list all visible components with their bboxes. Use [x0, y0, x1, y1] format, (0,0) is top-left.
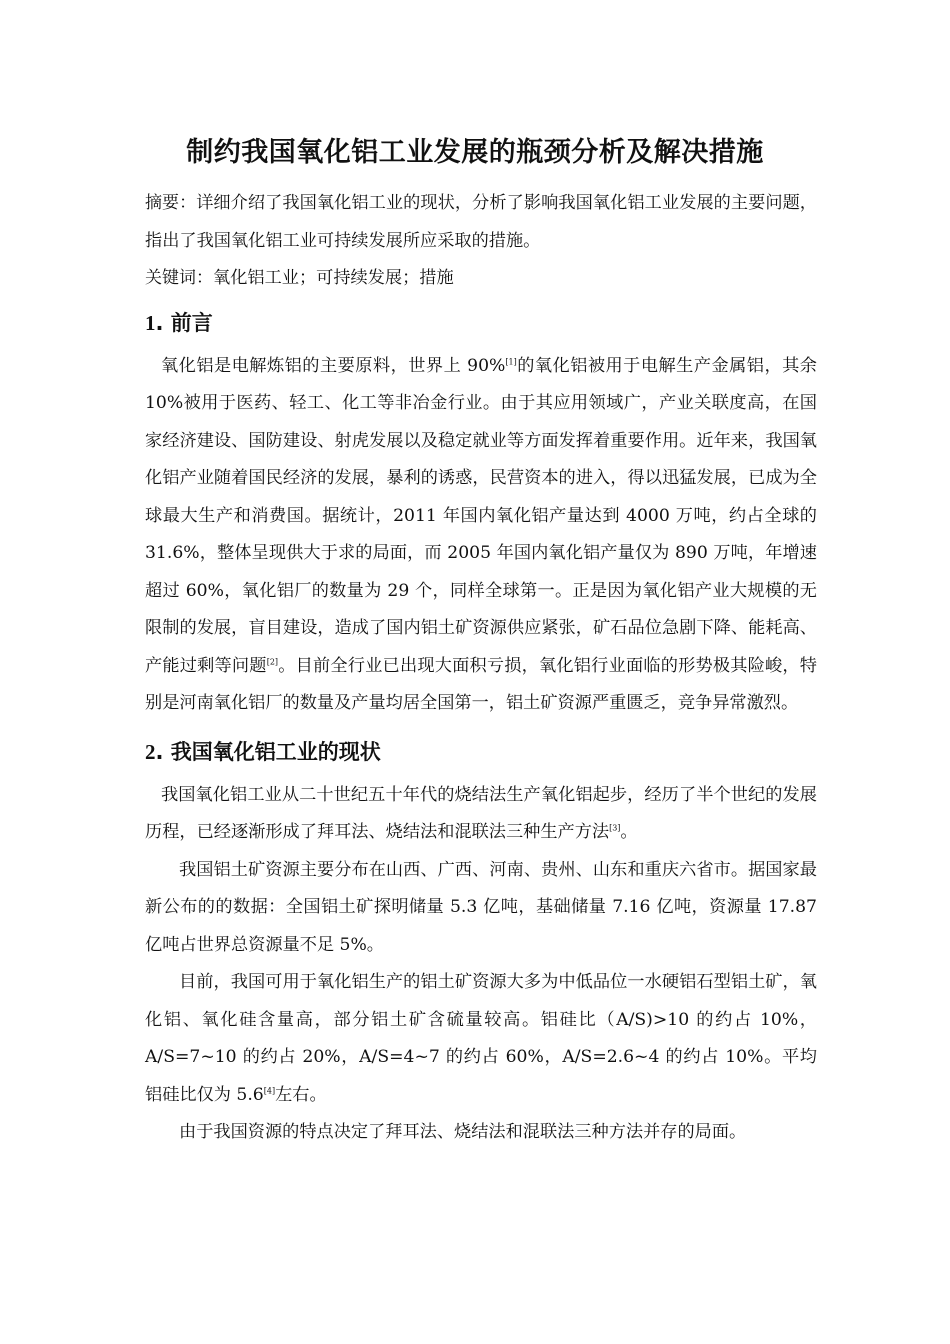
keywords-paragraph	[145, 260, 817, 298]
section-2-paragraph-2: 我国铝土矿资源主要分布在山西、广西、河南、贵州、山东和重庆六省市。据国家最新公布的的数据：全国铝土矿探明储量 5.3 亿吨，基础储量 7.16 亿吨，资源量 17.87 亿吨占世界总资源量不足 5%。	[145, 859, 817, 955]
abstract-text: 详细介绍了我国氧化铝工业的现状，分析了影响我国氧化铝工业发展的主要问题，指出了我国氧化铝工业可持续发展所应采取的措施。	[145, 193, 817, 251]
section-2-paragraph-1	[145, 777, 817, 852]
section-1-text-c: 。目前全行业已出现大面积亏损，氧化铝行业面临的形势极其险峻，特别是河南氧化铝厂的数量及产量均居全国第一，铝土矿资源严重匮乏，竞争异常激烈。	[145, 655, 817, 713]
section-2-paragraph-3	[145, 964, 817, 1114]
document-title: 制约我国氧化铝工业发展的瓶颈分析及解决措施	[186, 137, 764, 168]
section-1-number: 1	[145, 310, 156, 335]
section-2-paragraph-4: 由于我国资源的特点决定了拜耳法、烧结法和混联法三种方法并存的局面。	[179, 1122, 747, 1142]
citation-2: [2]	[266, 656, 279, 666]
section-1-paragraph	[145, 348, 817, 723]
section-1-title: . 前言	[155, 310, 213, 335]
abstract-label: 摘要：	[145, 193, 197, 213]
section-2-heading	[145, 736, 817, 766]
citation-4: [4]	[263, 1085, 276, 1095]
section-2-p3-text-a: 目前，我国可用于氧化铝生产的铝土矿资源大多为中低品位一水硬铝石型铝土矿，氧化铝、氧化硅含量高，部分铝土矿含硫量较高。铝硅比（A/S)>10 的约占 10%，A/S=7~10 的约占 20%，A/S=4~7 的约占 60%，A/S=2.6~4 的约占 10%。平均铝硅比仅为 5.6	[145, 972, 817, 1105]
section-2-number: 2	[145, 739, 156, 764]
citation-1: [1]	[505, 356, 517, 366]
keywords-label: 关键词：	[145, 268, 213, 288]
section-2-p1-text-a: 我国氧化铝工业从二十世纪五十年代的烧结法生产氧化铝起步，经历了半个世纪的发展历程，已经逐渐形成了拜耳法、烧结法和混联法三种生产方法	[145, 784, 817, 842]
section-2-p3-text-b: 左右。	[275, 1084, 327, 1105]
abstract-paragraph	[145, 185, 817, 260]
section-1-text-a: 氧化铝是电解炼铝的主要原料，世界上 90%	[161, 355, 506, 376]
keywords-text: 氧化铝工业；可持续发展；措施	[213, 268, 454, 288]
citation-3: [3]	[609, 823, 621, 833]
section-2-title: . 我国氧化铝工业的现状	[155, 739, 381, 764]
section-2-p1-text-b: 。	[620, 822, 638, 842]
document-body	[145, 185, 817, 1152]
section-1-text-b: 的氧化铝被用于电解生产金属铝，其余 10%被用于医药、轻工、化工等非冶金行业。由于其应用领域广，产业关联度高，在国家经济建设、国防建设、射虎发展以及稳定就业等方面发挥着重要作用。近年来，我国氧化铝产业随着国民经济的发展，暴利的诱惑，民营资本的进入，得以迅猛发展，已成为全球最大生产和消费国。据统计，2011 年国内氧化铝产量达到 4000 万吨，约占全球的 31.6%，整体呈现供大于求的局面，而 2005 年国内氧化铝产量仅为 890 万吨，年增速超过 60%，氧化铝厂的数量为 29 个，同样全球第一。正是因为氧化铝产业大规模的无限制的发展，盲目建设，造成了国内铝土矿资源供应紧张，矿石品位急剧下降、能耗高、产能过剩等问题	[145, 355, 817, 676]
section-1-heading	[145, 307, 817, 337]
